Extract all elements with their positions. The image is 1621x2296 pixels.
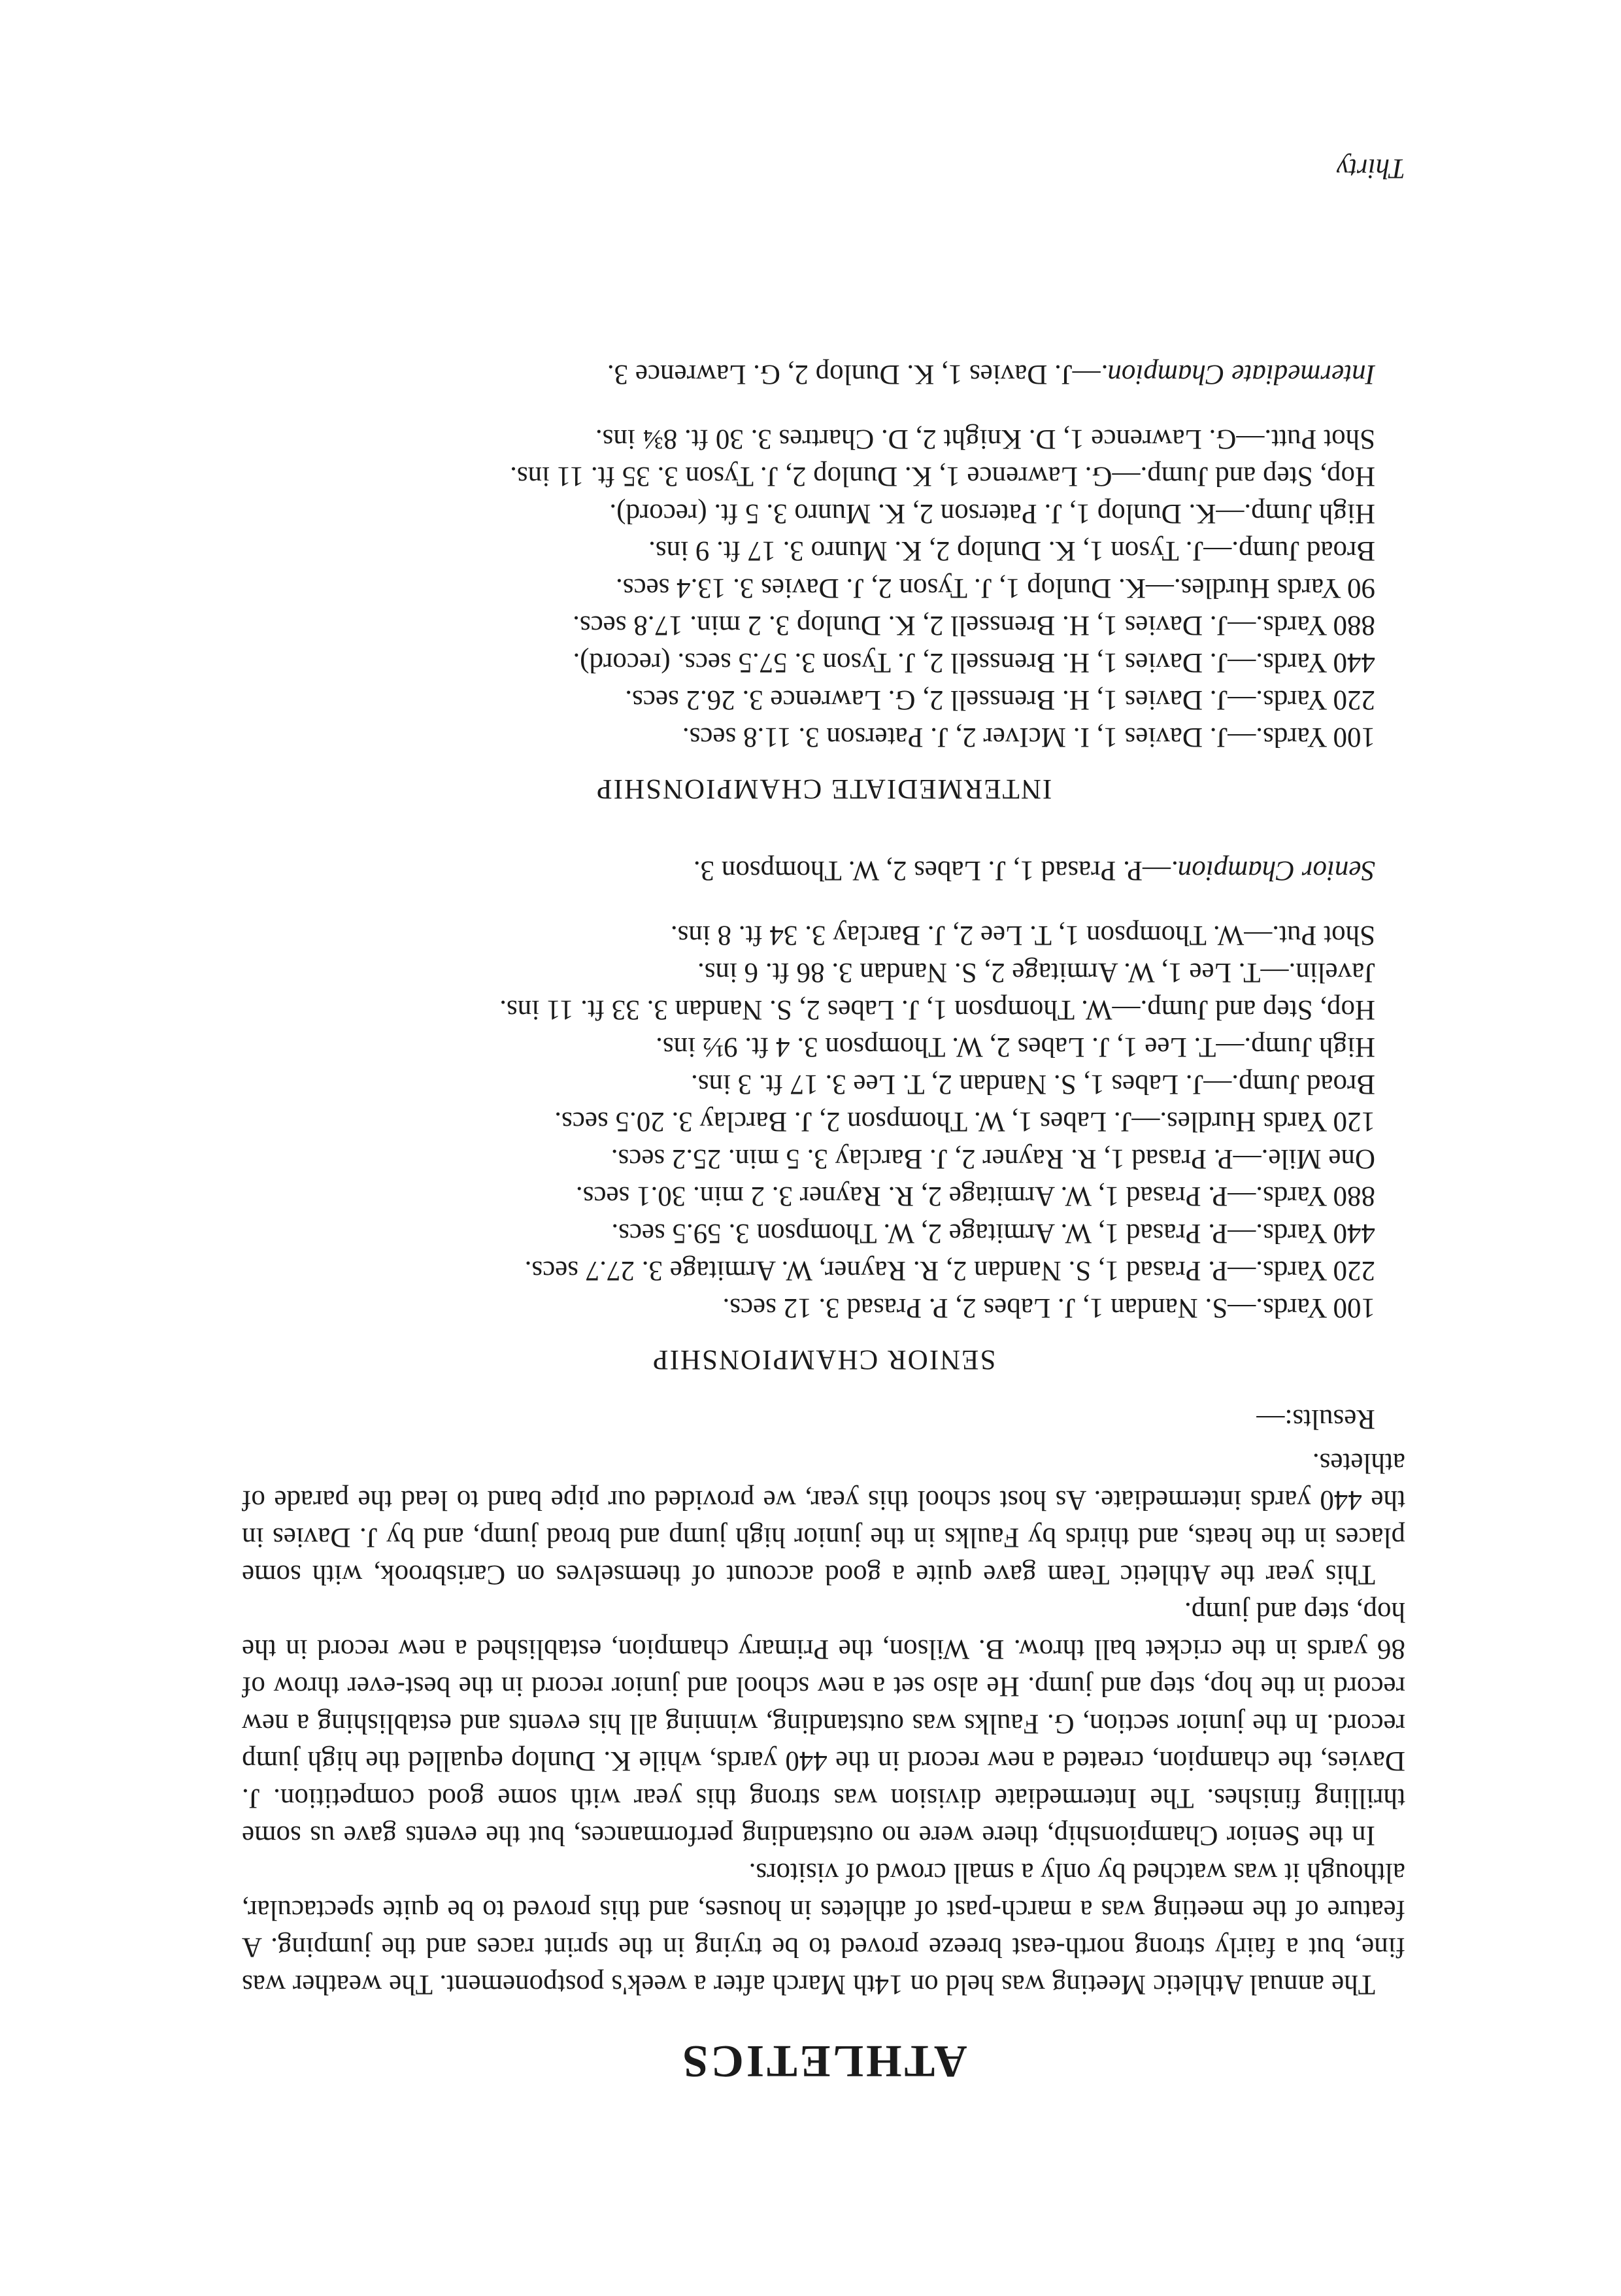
page-number: Thirty: [1336, 153, 1405, 184]
intermediate-results-list: [242, 420, 1405, 756]
result-line: 220 Yards.—P. Prasad 1, S. Nandan 2, R. Rayner, W. Armitage 3. 27.7 secs.: [524, 1255, 1375, 1286]
result-line: 100 Yards.—S. Nandan 1, J. Labes 2, P. Prasad 3. 12 secs.: [722, 1292, 1375, 1323]
result-line: Broad Jump.—J. Labes 1, S. Nandan 2, T. Lee 3. 17 ft. 3 ins.: [691, 1069, 1375, 1100]
intermediate-champion-label: Intermediate Champion.: [1100, 359, 1375, 390]
result-line: High Jump.—T. Lee 1, J. Labes 2, W. Thompson 3. 4 ft. 9½ ins.: [656, 1032, 1375, 1062]
result-line: Shot Put.—W. Thompson 1, T. Lee 2, J. Barclay 3. 34 ft. 8 ins.: [670, 920, 1375, 951]
result-line: Broad Jump.—J. Tyson 1, K. Dunlop 2, K. Munro 3. 17 ft. 9 ins.: [648, 535, 1375, 566]
result-line: Hop, Step and Jump.—G. Lawrence 1, K. Dunlop 2, J. Tyson 3. 35 ft. 11 ins.: [510, 461, 1375, 492]
result-line: Hop, Step and Jump.—W. Thompson 1, J. Labes 2, S. Nandan 3. 33 ft. 11 ins.: [499, 994, 1375, 1025]
result-line: 120 Yards Hurdles.—J. Labes 1, W. Thompson 2, J. Barclay 3. 20.5 secs.: [554, 1106, 1375, 1137]
senior-champion-label: Senior Champion.: [1171, 855, 1375, 886]
result-line: 90 Yards Hurdles.—K. Dunlop 1, J. Tyson 2, J. Davies 3. 13.4 secs.: [616, 573, 1375, 603]
page-content: [242, 309, 1405, 2087]
intro-paragraph-2: In the Senior Championship, there were no outstanding performances, but the events gave us some thrilling finishes. The Intermediate division was strong this year with some good competition. J. Davies, the champion, created a new record in the 440 yards, while K. Dunlop equalled the high jump record. In the junior section, G. Faulks was outstanding, winning all his events and establishing a new record in the hop, step and jump. He also set a new school and junior record in the best-ever throw of 86 yards in the cricket ball throw. B. Wilson, the Primary champion, established a new record in the hop, step and jump.: [242, 1596, 1405, 1851]
result-line: Javelin.—T. Lee 1, W. Armitage 2, S. Nandan 3. 86 ft. 6 ins.: [697, 957, 1375, 988]
page-title: ATHLETICS: [680, 2036, 967, 2086]
results-label: Results:—: [1256, 1404, 1375, 1434]
result-line: 440 Yards.—J. Davies 1, H. Brenssell 2, J. Tyson 3. 57.5 secs. (record).: [573, 647, 1375, 678]
result-line: 880 Yards.—J. Davies 1, H. Brenssell 2, K. Dunlop 3. 2 min. 17.8 secs.: [573, 610, 1375, 641]
intro-paragraph-1: The annual Athletic Meeting was held on 14th March after a week's postponement. The weather was fine, but a fairly strong north-east breeze proved to be trying in the sprint races and the jumping. A feature of the meeting was a march-past of athletes in houses, and this proved to be quite spectacular, although it was watched by only a small crowd of visitors.: [242, 1857, 1405, 2000]
result-line: 100 Yards.—J. Davies 1, I. McIver 2, J. Paterson 3. 11.8 secs.: [682, 722, 1375, 752]
senior-champion-text: —P. Prasad 1, J. Labes 2, W. Thompson 3.: [693, 855, 1171, 886]
intermediate-heading: INTERMEDIATE CHAMPIONSHIP: [595, 773, 1052, 804]
intermediate-champion-line: [242, 356, 1375, 393]
intermediate-champion-text: —J. Davies 1, K. Dunlop 2, G. Lawrence 3.: [607, 359, 1101, 390]
senior-heading: SENIOR CHAMPIONSHIP: [651, 1344, 996, 1375]
result-line: One Mile.—P. Prasad 1, R. Rayner 2, J. Barclay 3. 5 min. 25.2 secs.: [610, 1143, 1375, 1174]
result-line: 440 Yards.—P. Prasad 1, W. Armitage 2, W. Thompson 3. 59.5 secs.: [611, 1218, 1375, 1249]
senior-results-list: [242, 917, 1405, 1326]
result-line: 220 Yards.—J. Davies 1, H. Brenssell 2, G. Lawrence 3. 26.2 secs.: [625, 684, 1375, 715]
result-line: Shot Putt.—G. Lawrence 1, D. Knight 2, D. Chartres 3. 30 ft. 8¾ ins.: [595, 424, 1375, 454]
result-line: High Jump.—K. Dunlop 1, J. Paterson 2, K. Munro 3. 5 ft. (record).: [609, 498, 1375, 529]
intro-paragraph-3: This year the Athletic Team gave quite a good account of themselves on Carisbrook, with some places in the heats, and thirds by Faulks in the junior high jump and broad jump, and by J. Davies in the 440 yards intermediate. As host school this year, we provided our pipe band to lead the parade of athletes.: [242, 1447, 1405, 1590]
senior-champion-line: [242, 852, 1375, 889]
result-line: 880 Yards.—P. Prasad 1, W. Armitage 2, R. Rayner 3. 2 min. 30.1 secs.: [575, 1181, 1375, 1211]
